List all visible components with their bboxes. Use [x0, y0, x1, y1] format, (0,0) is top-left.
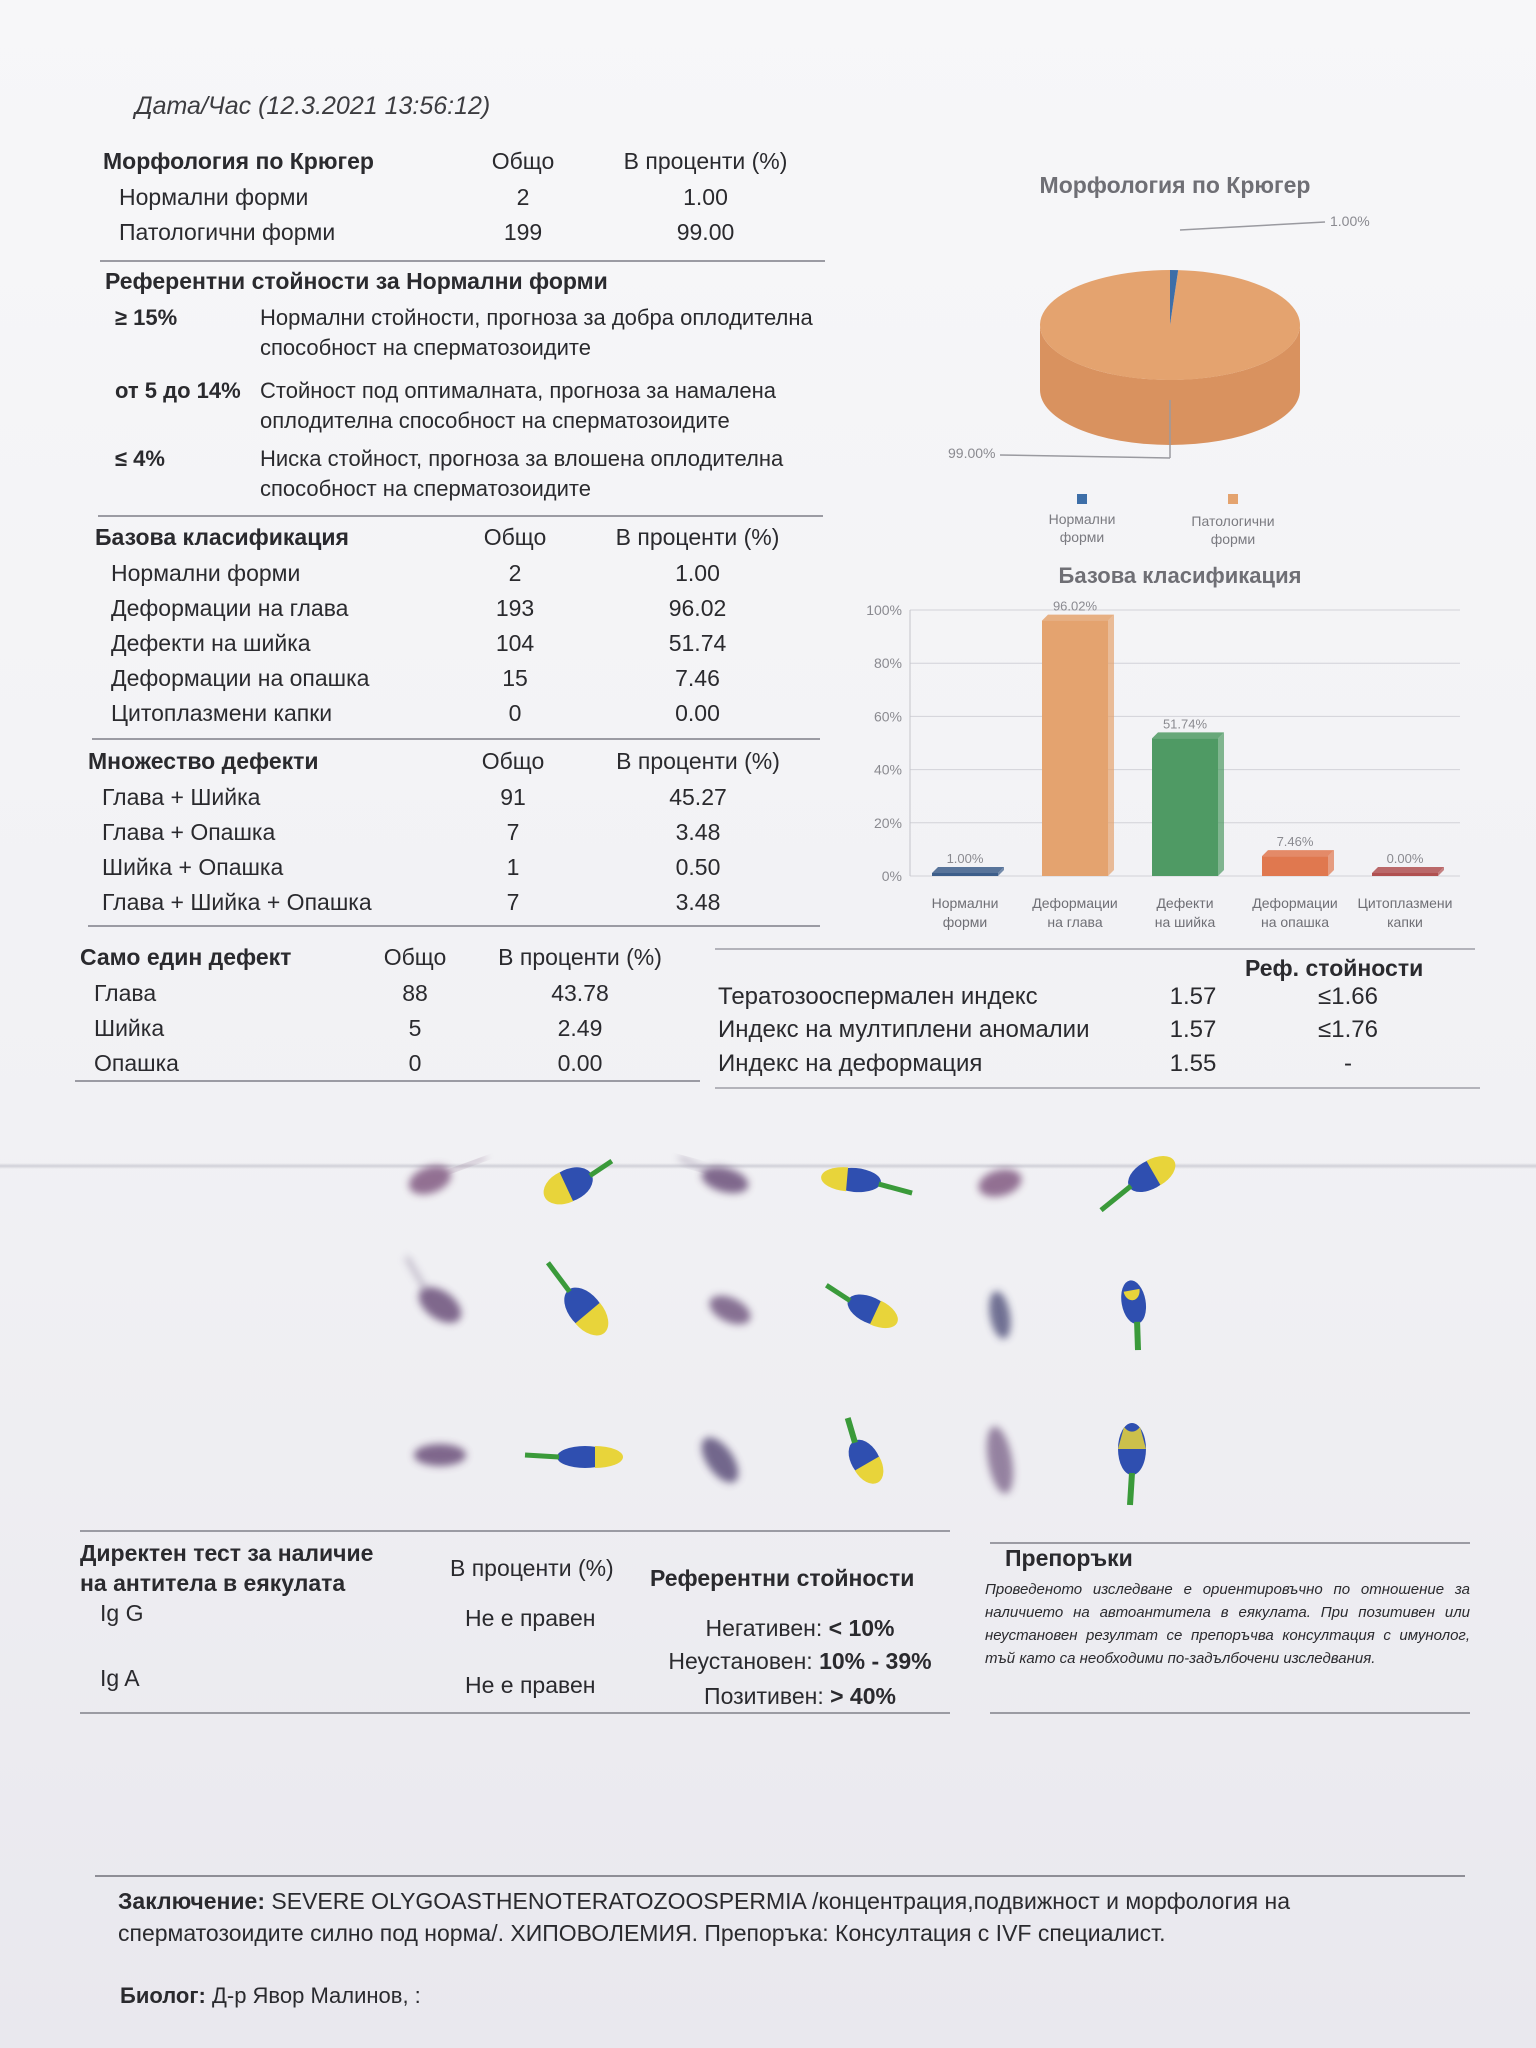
leader-line	[1180, 222, 1325, 230]
table-row: Дефекти на шийка 104 51.74	[111, 630, 727, 656]
conclusion	[118, 1885, 1458, 1949]
sperm-cell-annotated	[525, 1446, 623, 1468]
table-row: Глава + Опашка 7 3.48	[102, 819, 721, 845]
sperm-cell-annotated	[820, 1165, 914, 1197]
data-label: 7.46%	[1276, 834, 1314, 850]
ref-values-header: Реф. стойности	[1245, 955, 1424, 981]
divider	[715, 948, 1475, 950]
table-row: Глава + Шийка 91 45.27	[102, 784, 727, 810]
kruger-pie-chart	[930, 200, 1370, 560]
col-total: Общо	[483, 523, 547, 550]
sperm-cell	[694, 1431, 745, 1489]
biologist-label: Биолог:	[120, 1983, 206, 2008]
bar-side	[1108, 615, 1114, 876]
y-tick-label: 100%	[866, 602, 902, 618]
data-label: 51.74%	[1162, 716, 1208, 732]
basic-bar-chart	[860, 590, 1480, 950]
index-row: Индекс на деформация 1.55 -	[718, 1050, 1352, 1077]
table-row: Нормални форми 2 1.00	[111, 560, 720, 586]
sperm-cell-image-grid	[360, 1145, 1220, 1525]
kruger-table	[103, 142, 823, 250]
conclusion-text: SEVERE OLYGOASTHENOTERATOZOOSPERMIA /концентрация,подвижност и морфология на сперматозоидите силно под норма/. ХИПОВОЛЕМИЯ. Препоръка: Консултация с IVF специалист.	[118, 1888, 1291, 1946]
sperm-cell-annotated	[1118, 1278, 1154, 1351]
antibody-row-value: Не е правен	[465, 1672, 596, 1698]
basic-title: Базова класификация	[95, 523, 349, 550]
bar-top	[1042, 615, 1114, 621]
divider	[715, 1087, 1480, 1089]
sperm-cell-annotated	[1091, 1149, 1181, 1217]
biologist	[120, 1983, 421, 2009]
divider	[80, 1712, 950, 1714]
table-row: Цитоплазмени капки 0 0.00	[111, 700, 720, 726]
data-label: 96.02%	[1052, 598, 1098, 614]
sperm-cell-annotated	[819, 1277, 902, 1334]
table-row: Шийка + Опашка 1 0.50	[102, 854, 721, 880]
sperm-cell	[982, 1424, 1017, 1495]
x-tick-label: Деформации на глава	[1032, 895, 1118, 930]
bar	[1372, 873, 1438, 876]
col-percent: В проценти (%)	[623, 147, 788, 174]
bar	[932, 873, 998, 876]
basic-classification-table	[95, 518, 815, 731]
table-row: Глава 88 43.78	[94, 980, 609, 1006]
divider	[990, 1712, 1470, 1714]
reference-positive: Позитивен: > 40%	[704, 1683, 896, 1709]
reference-row: от 5 до 14% Стойност под оптималната, прогноза за намалена оплодителна способност на сперматозоидите	[115, 378, 776, 433]
table-row: Деформации на глава 193 96.02	[111, 595, 727, 621]
bar-top	[1152, 732, 1224, 738]
table-row: Опашка 0 0.00	[94, 1050, 603, 1076]
antibody-col-reference: Референтни стойности	[650, 1565, 915, 1591]
sperm-cell-annotated	[538, 1150, 620, 1211]
leader-line	[1000, 455, 1170, 458]
x-tick-label: Дефекти на шийка	[1154, 895, 1216, 930]
col-percent: В проценти (%)	[615, 523, 780, 550]
kruger-title: Морфология по Крюгер	[103, 147, 374, 174]
sperm-cell-annotated	[1118, 1423, 1146, 1505]
biologist-name: Д-р Явор Малинов, :	[211, 1983, 421, 2008]
antibody-title: Директен тест за наличие на антитела в еякулата	[80, 1540, 374, 1596]
bar-side	[1218, 732, 1224, 876]
pie-label-pathological: 99.00%	[948, 445, 996, 461]
bar	[1042, 621, 1108, 876]
bar-top	[932, 867, 1004, 873]
multi-title: Множество дефекти	[88, 747, 319, 774]
col-total: Общо	[481, 747, 545, 774]
divider	[75, 1080, 700, 1082]
sperm-cell	[387, 1257, 471, 1330]
data-label: 0.00%	[1386, 851, 1424, 866]
col-percent: В проценти (%)	[616, 747, 780, 774]
y-tick-label: 20%	[873, 814, 902, 831]
y-tick-label: 80%	[873, 655, 902, 672]
antibody-row-value: Не е правен	[465, 1605, 596, 1631]
divider	[92, 738, 820, 740]
sperm-cell-annotated	[830, 1414, 890, 1489]
bar	[1152, 738, 1218, 876]
x-tick-label: Цитоплазмени капки	[1357, 895, 1453, 930]
sperm-cell	[975, 1165, 1024, 1202]
divider	[100, 260, 825, 262]
sperm-cell-annotated	[534, 1254, 616, 1344]
recommendations-title: Препоръки	[1005, 1545, 1133, 1571]
bar-top	[1262, 850, 1334, 856]
col-total: Общо	[491, 147, 555, 174]
sperm-cells-illustration	[360, 1145, 1220, 1525]
table-row: Нормални форми 2 1.00	[119, 184, 728, 210]
conclusion-label: Заключение:	[118, 1888, 265, 1914]
divider	[990, 1542, 1470, 1544]
pie-chart-title: Морфология по Крюгер	[1039, 172, 1311, 198]
bar-top	[1372, 867, 1444, 873]
pie-label-normal: 1.00%	[1330, 213, 1370, 229]
x-tick-label: Деформации на опашка	[1252, 895, 1338, 930]
col-total: Общо	[383, 943, 447, 970]
reference-undetermined: Неустановен: 10% - 39%	[668, 1648, 932, 1674]
sperm-cell	[674, 1155, 752, 1197]
single-title: Само един дефект	[80, 943, 292, 970]
divider	[88, 925, 820, 927]
antibody-row-label: Ig G	[100, 1600, 144, 1626]
bar	[1262, 856, 1328, 876]
table-row: Шийка 5 2.49	[94, 1015, 603, 1041]
divider	[98, 515, 823, 517]
single-defect-table	[80, 938, 700, 1081]
sperm-cell	[986, 1290, 1014, 1341]
y-tick-label: 40%	[873, 761, 902, 778]
recommendations-text: Проведеното изследване е ориентировъчно по отношение за наличието на автоантитела в еякулата. При позитивен или неустановен резултат се препоръчва консултация с имунолог, тъй като са необходими по-задълбочени изследвания.	[985, 1581, 1470, 1667]
data-label: 1.00%	[946, 851, 984, 866]
sperm-cell	[405, 1147, 491, 1199]
reference-row: ≤ 4% Ниска стойност, прогноза за влошена оплодителна способност на сперматозоидите	[115, 446, 784, 501]
antibody-row-label: Ig A	[100, 1665, 140, 1691]
report-datetime: Дата/Час (12.3.2021 13:56:12)	[135, 92, 491, 120]
y-tick-label: 0%	[881, 868, 902, 884]
legend-swatch-normal	[1077, 494, 1087, 504]
reference-title: Референтни стойности за Нормални форми	[105, 268, 608, 294]
legend-normal: Нормални форми	[1048, 511, 1116, 545]
index-row: Тератозооспермален индекс 1.57 ≤1.66	[718, 983, 1378, 1010]
x-tick-label: Нормални форми	[931, 895, 999, 930]
antibody-col-percent: В проценти (%)	[450, 1555, 614, 1581]
bar-chart-title: Базова класификация	[1058, 563, 1302, 588]
legend-pathological: Патологични форми	[1191, 513, 1275, 547]
index-row: Индекс на мултиплени аномалии 1.57 ≤1.76	[718, 1016, 1378, 1043]
sperm-cell	[705, 1290, 755, 1330]
multiple-defects-table	[88, 742, 818, 920]
table-row: Деформации на опашка 15 7.46	[111, 665, 720, 691]
divider	[95, 1875, 1465, 1877]
col-percent: В проценти (%)	[498, 943, 662, 970]
table-row: Глава + Шийка + Опашка 7 3.48	[102, 889, 721, 915]
sperm-cell	[414, 1444, 466, 1466]
reference-row: ≥ 15% Нормални стойности, прогноза за добра оплодителна способност на сперматозоидите	[115, 305, 813, 360]
divider	[80, 1530, 950, 1532]
y-tick-label: 60%	[873, 708, 902, 725]
table-row: Патологични форми 199 99.00	[119, 219, 735, 245]
legend-swatch-pathological	[1228, 494, 1238, 504]
reference-negative: Негативен: < 10%	[705, 1615, 895, 1641]
